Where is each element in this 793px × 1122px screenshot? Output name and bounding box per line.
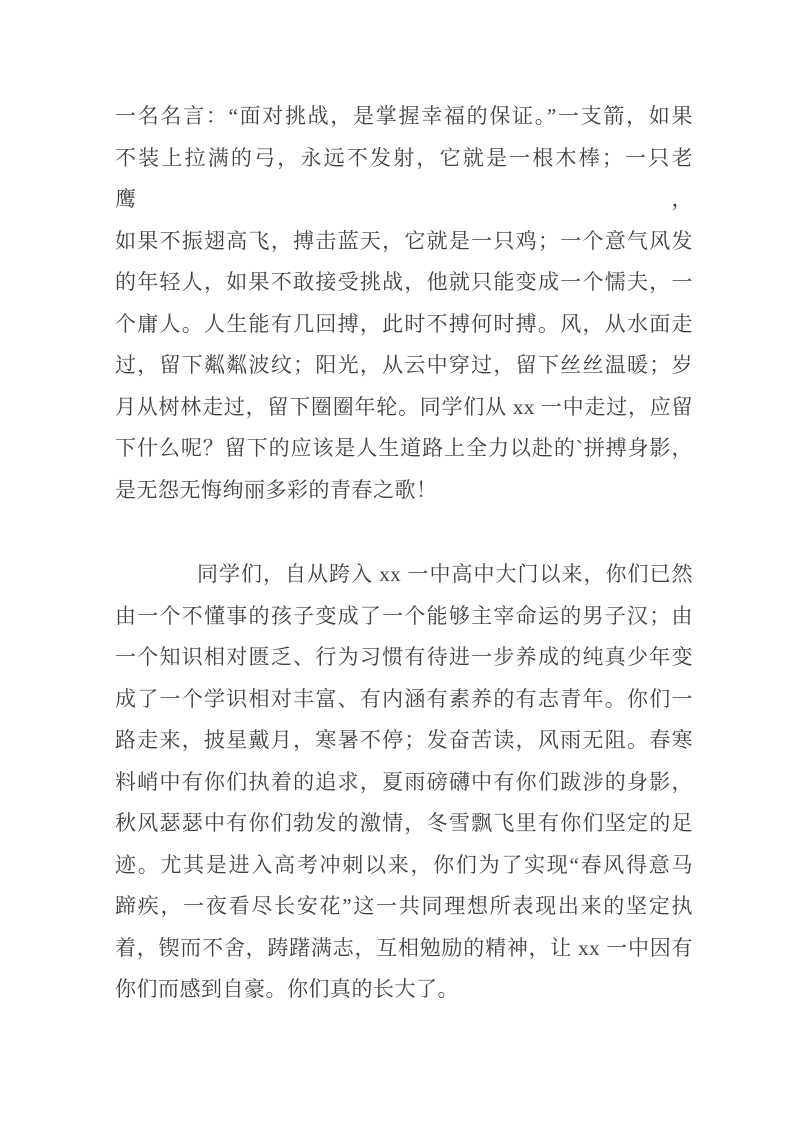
text-line: 迹。尤其是进入高考冲刺以来，你们为了实现“春风得意马 — [115, 852, 693, 877]
text-line: 过，留下粼粼波纹；阳光，从云中穿过，留下丝丝温暖；岁 — [115, 353, 693, 377]
paragraph — [115, 554, 693, 1011]
text-line: 蹄疾，一夜看尽长安花”这一共同理想所表现出来的坚定执 — [115, 894, 693, 918]
text-line: 路走来，披星戴月，寒暑不停；发奋苦读，风雨无阻。春寒 — [115, 728, 693, 752]
text-line: 如果不振翅高飞，搏击蓝天，它就是一只鸡；一个意气风发 — [115, 228, 693, 253]
text-line: 由一个不懂事的孩子变成了一个能够主宰命运的男子汉；由 — [115, 603, 693, 628]
text-line: 一个知识相对匮乏、行为习惯有待进一步养成的纯真少年变 — [115, 645, 693, 669]
text-line: 个庸人。人生能有几回搏，此时不搏何时搏。风，从水面走 — [115, 311, 693, 336]
document-body — [115, 96, 693, 1011]
paragraph — [115, 96, 693, 511]
text-line: 的年轻人，如果不敢接受挑战，他就只能变成一个懦夫，一 — [115, 270, 693, 294]
text-line: 着，锲而不舍，踌躇满志，互相勉励的精神，让 xx 一中因有 — [115, 935, 693, 960]
text-line: 成了一个学识相对丰富、有内涵有素养的有志青年。你们一 — [115, 686, 693, 711]
text-line: 你们而感到自豪。你们真的长大了。 — [115, 977, 459, 1001]
text-line: 同学们，自从跨入 xx 一中高中大门以来，你们已然 — [197, 562, 693, 586]
text-line: 是无怨无悔绚丽多彩的青春之歌！ — [115, 477, 438, 502]
text-line: 下什么呢？留下的应该是人生道路上全力以赴的`拼搏身影， — [115, 436, 693, 460]
text-line: 秋风瑟瑟中有你们勃发的激情，冬雪飘飞里有你们坚定的足 — [115, 811, 693, 835]
text-line: 一名名言：“面对挑战，是掌握幸福的保证。”一支箭，如果 — [115, 104, 693, 128]
text-line: 月从树林走过，留下圈圈年轮。同学们从 xx 一中走过，应留 — [115, 394, 693, 419]
text-line: 料峭中有你们执着的追求，夏雨磅礴中有你们跋涉的身影， — [115, 769, 693, 794]
text-line: 不装上拉满的弓，永远不发射，它就是一根木棒；一只老鹰， — [115, 145, 693, 211]
